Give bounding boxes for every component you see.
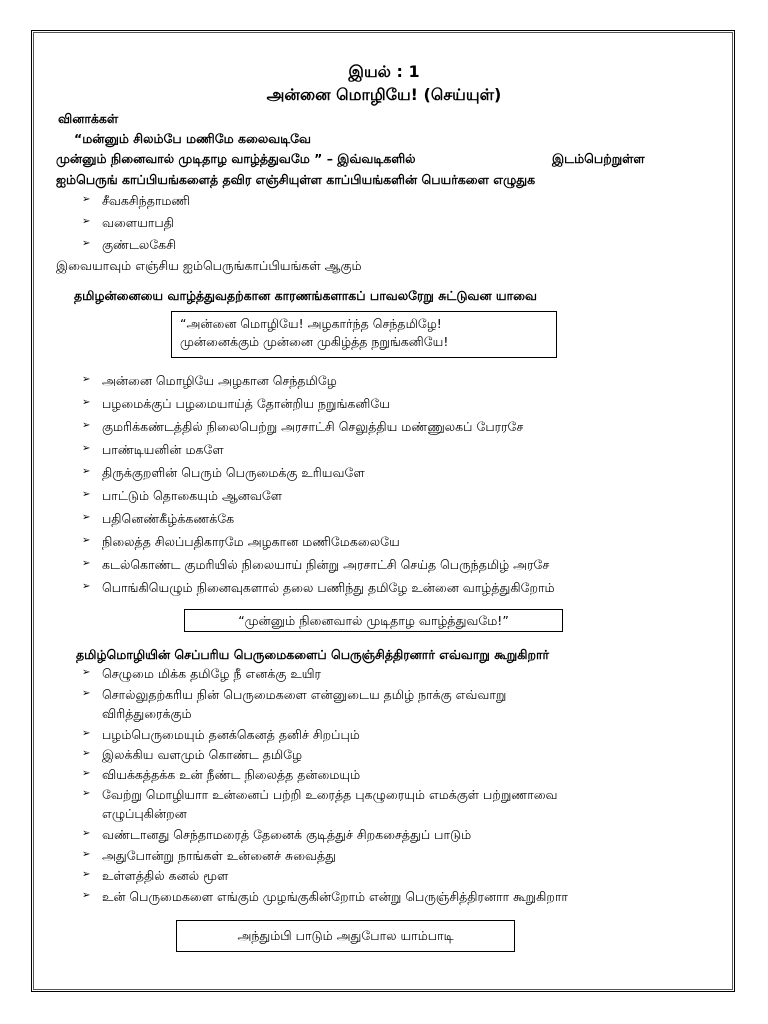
bullet-arrow-icon: ➢ <box>82 828 91 839</box>
bullet-arrow-icon: ➢ <box>82 535 91 546</box>
list-item: ➢ பழம்பெருமையும் தனக்கெனத் தனிச் சிறப்பும் <box>82 727 360 742</box>
bullet-arrow-icon: ➢ <box>82 489 91 500</box>
list-item: ➢ திருக்குறளின் பெரும் பெருமைக்கு உரியவளே <box>82 465 365 480</box>
list-item: ➢ குண்டலகேசி <box>82 237 176 252</box>
quote-line-2: முன்னைக்கும் முன்னை முகிழ்த்த நறுங்கனியே! <box>180 334 449 349</box>
bullet-arrow-icon: ➢ <box>82 558 91 569</box>
question-3: தமிழ்மொழியின் செப்பரிய பெருமைகளைப் பெருஞ்சித்திரனார் எவ்வாறு கூறுகிறார் <box>76 647 550 662</box>
list-item: ➢ வண்டானது செந்தாமரைத் தேனைக் குடித்துச் சிறகசைத்துப் பாடும் <box>82 827 472 842</box>
question-1-line-1: “மன்னும் சிலம்பே மணிமே கலைவடிவே <box>74 131 311 146</box>
bullet-arrow-icon: ➢ <box>82 748 91 759</box>
bullet-arrow-icon: ➢ <box>82 216 91 227</box>
bullet-arrow-icon: ➢ <box>82 466 91 477</box>
bullet-arrow-icon: ➢ <box>82 397 91 408</box>
list-item: ➢ குமரிக்கண்டத்தில் நிலைபெற்று அரசாட்சி செலுத்திய மண்ணுலகப் பேரரசே <box>82 419 524 434</box>
list-item: ➢ நிலைத்த சிலப்பதிகாரமே அழகான மணிமேகலையே <box>82 534 400 549</box>
list-item-continuation: எழுப்புகின்றன <box>102 806 187 821</box>
bullet-arrow-icon: ➢ <box>82 688 91 699</box>
closing-quote: “முன்னும் நினைவால் முடிதாழ வாழ்த்துவமே!” <box>238 613 509 628</box>
question-1-line-3: ஐம்பெருங் காப்பியங்களைத் தவிர எஞ்சியுள்ள காப்பியங்களின் பெயர்களை எழுதுக <box>56 172 536 187</box>
closing-verse: அந்தும்பி பாடும் அதுபோல யாம்பாடி <box>237 928 454 943</box>
list-item: ➢ பதினெண்கீழ்க்கணக்கே <box>82 511 235 526</box>
question-2: தமிழன்னையை வாழ்த்துவதற்கான காரணங்களாகப் பாவலரேறு சுட்டுவன யாவை <box>74 288 537 303</box>
bullet-arrow-icon: ➢ <box>82 194 91 205</box>
closing-verse-box <box>176 920 515 952</box>
list-item: ➢ வியக்கத்தக்க உன் நீண்ட நிலைத்த தன்மையும் <box>82 767 361 782</box>
bullet-arrow-icon: ➢ <box>82 420 91 431</box>
list-item-continuation: விரித்துரைக்கும் <box>102 706 192 721</box>
list-item: ➢ சொல்லுதற்கரிய நின் பெருமைகளை என்னுடைய தமிழ் நாக்கு எவ்வாறு <box>82 687 507 702</box>
list-item: ➢ உன் பெருமைகளை எங்கும் முழங்குகின்றோம் என்று பெருஞ்சித்திரனாா கூறுகிறாா <box>82 889 568 904</box>
list-item: ➢ அதுபோன்று நாங்கள் உன்னைச் சுவைத்து <box>82 848 336 863</box>
bullet-arrow-icon: ➢ <box>82 238 91 249</box>
list-item: ➢ செழுமை மிக்க தமிழே நீ எனக்கு உயிர <box>82 666 321 681</box>
list-item: ➢ வேற்று மொழியாா உன்னைப் பற்றி உரைத்த புகழுரையும் எமக்குள் பற்றுணாவை <box>82 787 558 802</box>
closing-quote-box <box>184 609 563 632</box>
bullet-arrow-icon: ➢ <box>82 443 91 454</box>
question-1-line-2: முன்னும் நினைவால் முடிதாழ வாழ்த்துவமே ” – இவ்வடிகளில் <box>56 151 416 166</box>
bullet-arrow-icon: ➢ <box>82 849 91 860</box>
answer-conclusion: இவையாவும் எஞ்சிய ஐம்பெருங்காப்பியங்கள் ஆகும் <box>56 258 362 273</box>
bullet-arrow-icon: ➢ <box>82 512 91 523</box>
bullet-arrow-icon: ➢ <box>82 728 91 739</box>
bullet-arrow-icon: ➢ <box>82 374 91 385</box>
questions-heading: வினாக்கள் <box>58 111 119 126</box>
list-item: ➢ அன்னை மொழியே அழகான செந்தமிழே <box>82 373 337 388</box>
bullet-arrow-icon: ➢ <box>82 890 91 901</box>
list-item: ➢ பொங்கியெழும் நினைவுகளால் தலை பணிந்து தமிழே உன்னை வாழ்த்துகிறோம் <box>82 580 555 595</box>
list-item: ➢ இலக்கிய வளமும் கொண்ட தமிழே <box>82 747 303 762</box>
list-item: ➢ சீவகசிந்தாமணி <box>82 193 191 208</box>
page-title: அன்னை மொழியே! (செய்யுள்) <box>266 85 502 104</box>
quote-box <box>171 311 557 358</box>
list-item: ➢ பாட்டும் தொகையும் ஆனவளே <box>82 488 282 503</box>
list-item: ➢ பாண்டியனின் மகளே <box>82 442 224 457</box>
list-item: ➢ வளையாபதி <box>82 215 174 230</box>
bullet-arrow-icon: ➢ <box>82 581 91 592</box>
bullet-arrow-icon: ➢ <box>82 869 91 880</box>
quote-line-1: “அன்னை மொழியே! அழகார்ந்த செந்தமிழே! <box>180 316 442 331</box>
list-item: ➢ கடல்கொண்ட குமரியில் நிலையாய் நின்று அரசாட்சி செய்த பெருந்தமிழ் அரசே <box>82 557 550 572</box>
list-item: ➢ உள்ளத்தில் கனல் மூள <box>82 868 229 883</box>
bullet-arrow-icon: ➢ <box>82 667 91 678</box>
bullet-arrow-icon: ➢ <box>82 768 91 779</box>
bullet-arrow-icon: ➢ <box>82 788 91 799</box>
question-1-line-2-tail: இடம்பெற்றுள்ள <box>552 151 645 166</box>
lesson-number: இயல் : 1 <box>348 62 420 81</box>
list-item: ➢ பழமைக்குப் பழமையாய்த் தோன்றிய நறுங்கனியே <box>82 396 390 411</box>
